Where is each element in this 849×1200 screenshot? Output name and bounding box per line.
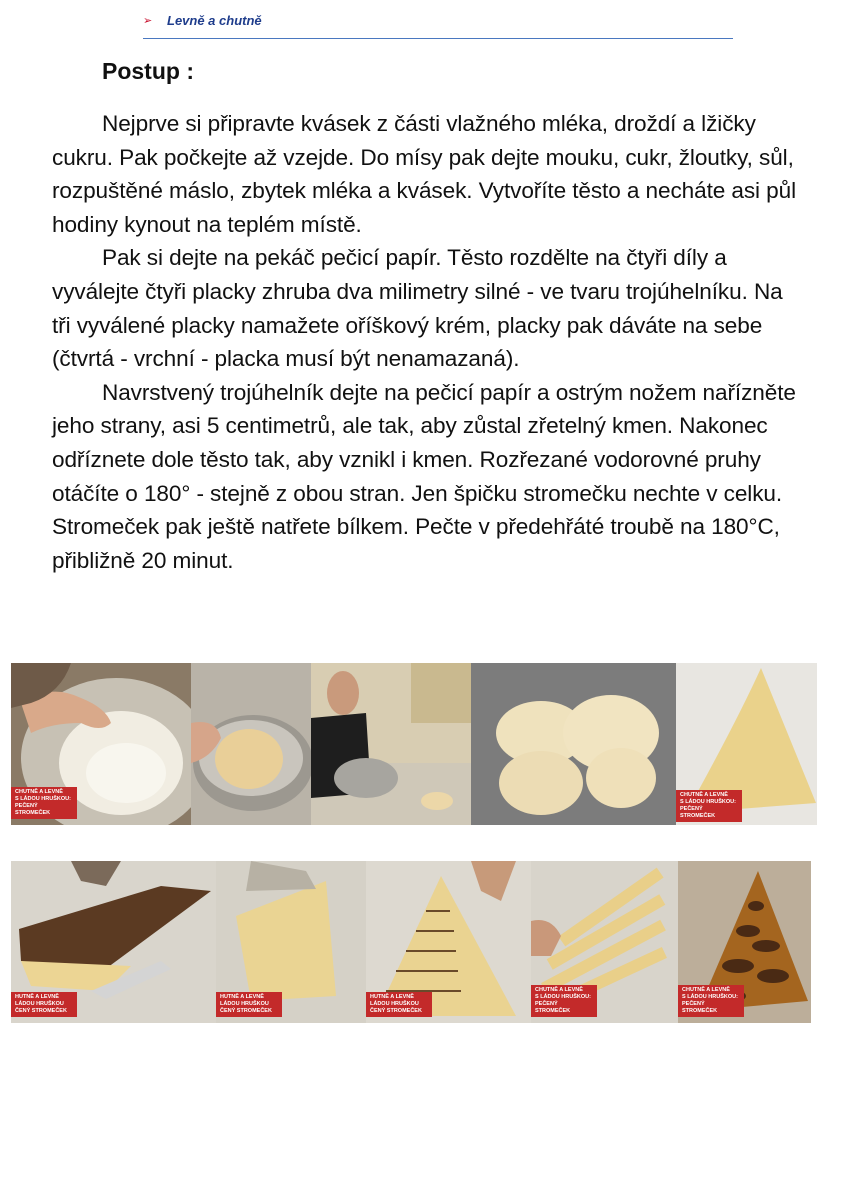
show-badge: CHUTNĚ A LEVNĚ S LÁDOU HRUŠKOU: PEČENÝ STROMEČEK xyxy=(676,790,742,822)
show-badge: HUTNĚ A LEVNĚ LÁDOU HRUŠKOU ČENÝ STROMEČEK xyxy=(216,992,282,1017)
dough-triangle-photo xyxy=(676,663,817,825)
recipe-text xyxy=(52,107,800,577)
show-badge: CHUTNĚ A LEVNĚ S LÁDOU HRUŠKOU: PEČENÝ STROMEČEK xyxy=(678,985,744,1017)
cut-strips-photo xyxy=(366,861,531,1023)
paragraph: Pak si dejte na pekáč pečicí papír. Těsto rozdělte na čtyři díly a vyválejte čtyři placky zhruba dva milimetry silné - ve tvaru trojúhelníku. Na tři vyválené placky namažete oříškový krém, placky pak dáváte na sebe (čtvrtá - vrchní - placka musí být nenamazaná). xyxy=(52,245,783,372)
arrow-bullet-icon: ➢ xyxy=(143,15,153,27)
photo-strip-bottom xyxy=(11,861,811,1023)
show-badge: HUTNĚ A LEVNĚ LÁDOU HRUŠKOU ČENÝ STROMEČEK xyxy=(366,992,432,1017)
spreading-nut-cream-photo xyxy=(11,861,216,1023)
dough-pieces-photo xyxy=(471,663,676,825)
chef-kneading-photo xyxy=(311,663,471,825)
section-heading: Postup : xyxy=(102,58,194,84)
paragraph: Navrstvený trojúhelník dejte na pečicí papír a ostrým nožem nařízněte jeho strany, asi 5 centimetrů, ale tak, aby zůstal zřetelný kmen. Nakonec odříznete dole těsto tak, aby vznikl i kmen. Rozřezané vodorovné pruhy otáčíte o 180° - stejně z obou stran. Jen špičku stromečku nechte v celku. Stromeček pak ještě natřete bílkem. Pečte v předehřáté troubě na 180°C, přibližně 20 minut. xyxy=(52,379,796,573)
baked-tree-photo xyxy=(678,861,811,1023)
mixing-flour-photo xyxy=(11,663,191,825)
layered-triangle-photo xyxy=(216,861,366,1023)
twisting-strips-photo xyxy=(531,861,678,1023)
paragraph: Nejprve si připravte kvásek z části vlažného mléka, droždí a lžičky cukru. Pak počkejte až vzejde. Do mísy pak dejte mouku, cukr, žloutky, sůl, rozpuštěné máslo, zbytek mléka a kvásek. Vytvoříte těsto a necháte asi půl hodiny kynout na teplém místě. xyxy=(52,111,797,237)
show-badge: CHUTNĚ A LEVNĚ S LÁDOU HRUŠKOU: PEČENÝ STROMEČEK xyxy=(531,985,597,1017)
show-badge: HUTNĚ A LEVNĚ LÁDOU HRUŠKOU ČENÝ STROMEČEK xyxy=(11,992,77,1017)
page-header xyxy=(143,12,733,39)
show-badge: CHUTNĚ A LEVNĚ S LÁDOU HRUŠKOU: PEČENÝ STROMEČEK xyxy=(11,787,77,819)
dough-ball-bowl-photo xyxy=(191,663,311,825)
photo-strip-top xyxy=(11,663,817,825)
header-title: Levně a chutně xyxy=(167,13,262,28)
